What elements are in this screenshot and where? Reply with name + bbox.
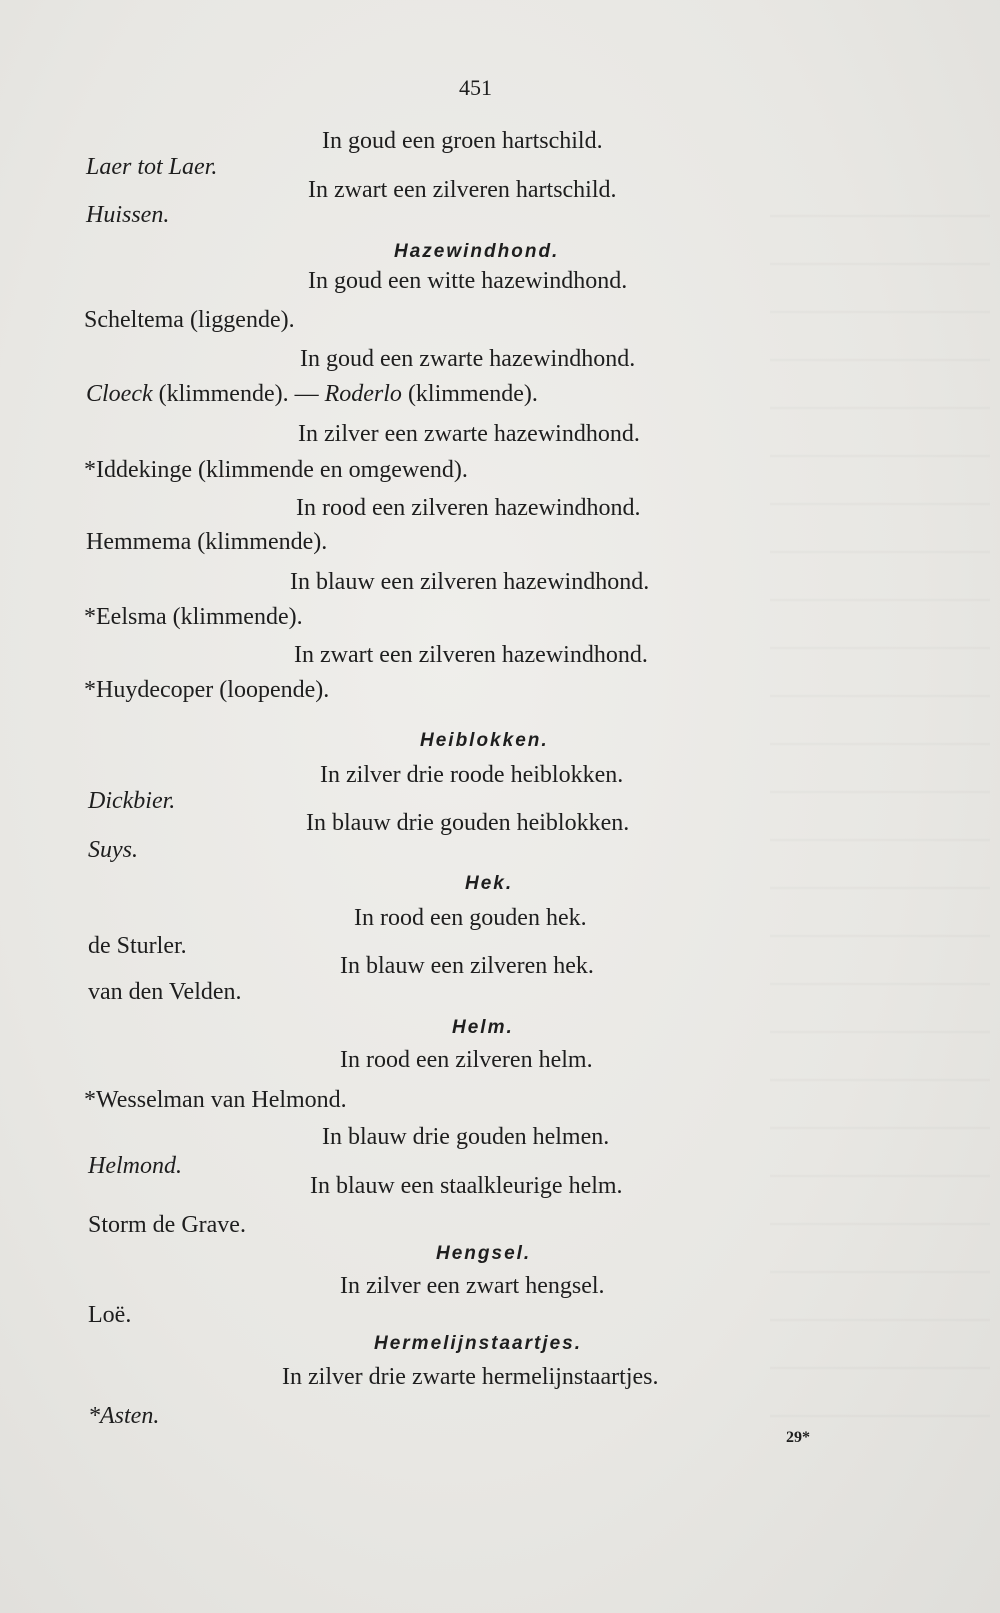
family-name: de Sturler. — [88, 933, 187, 959]
family-name: Scheltema (liggende). — [84, 307, 295, 333]
page-number: 451 — [459, 75, 492, 100]
family-name: Loë. — [88, 1302, 132, 1328]
family-name: *Iddekinge (klimmende en omgewend). — [84, 457, 468, 483]
signature-mark: 29* — [786, 1429, 810, 1446]
blazon-line: In zilver drie zwarte hermelijnstaartjes. — [282, 1364, 659, 1390]
blazon-line: In goud een groen hartschild. — [322, 128, 603, 154]
family-name: *Eelsma (klimmende). — [84, 604, 303, 630]
blazon-line: In goud een zwarte hazewindhond. — [300, 346, 636, 372]
family-name: *Huydecoper (loopende). — [84, 677, 330, 703]
family-name: Suys. — [88, 837, 138, 863]
blazon-line: In blauw drie gouden helmen. — [322, 1124, 610, 1150]
family-name-pair — [86, 380, 538, 408]
blazon-line: In zilver drie roode heiblokken. — [320, 762, 624, 788]
blazon-line: In zilver een zwarte hazewindhond. — [298, 421, 640, 447]
family-name: Roderlo — [324, 381, 402, 407]
blazon-line: In zilver een zwart hengsel. — [340, 1273, 605, 1299]
bleed-through — [770, 170, 990, 1420]
section-heading: Helm. — [452, 1017, 514, 1038]
family-name: Hemmema (klimmende). — [86, 529, 328, 555]
family-name: van den Velden. — [88, 979, 242, 1005]
blazon-line: In goud een witte hazewindhond. — [308, 268, 628, 294]
section-heading: Hengsel. — [436, 1243, 532, 1264]
family-name: *Asten. — [88, 1403, 160, 1429]
blazon-line: In blauw een zilveren hazewindhond. — [290, 569, 650, 595]
blazon-line: In blauw een staalkleurige helm. — [310, 1173, 623, 1199]
family-name: Storm de Grave. — [88, 1212, 246, 1238]
family-name: Cloeck — [86, 381, 153, 407]
family-name: *Wesselman van Helmond. — [84, 1087, 347, 1113]
section-heading: Heiblokken. — [420, 730, 549, 751]
section-heading: Hek. — [465, 873, 514, 894]
blazon-line: In zwart een zilveren hazewindhond. — [294, 642, 648, 668]
blazon-line: In rood een zilveren helm. — [340, 1047, 593, 1073]
section-heading: Hermelijnstaartjes. — [374, 1333, 583, 1354]
blazon-line: In zwart een zilveren hartschild. — [308, 177, 617, 203]
blazon-line: In rood een zilveren hazewindhond. — [296, 495, 641, 521]
family-name: Dickbier. — [88, 788, 176, 814]
blazon-line: In blauw een zilveren hek. — [340, 953, 594, 979]
family-name: Laer tot Laer. — [86, 154, 218, 180]
blazon-line: In blauw drie gouden heiblokken. — [306, 810, 630, 836]
family-name: Helmond. — [88, 1153, 182, 1179]
section-heading: Hazewindhond. — [394, 241, 560, 262]
family-name: Huissen. — [86, 202, 170, 228]
family-note: (klimmende). — [401, 381, 538, 407]
blazon-line: In rood een gouden hek. — [354, 905, 587, 931]
family-note: (klimmende). — — [152, 381, 325, 407]
